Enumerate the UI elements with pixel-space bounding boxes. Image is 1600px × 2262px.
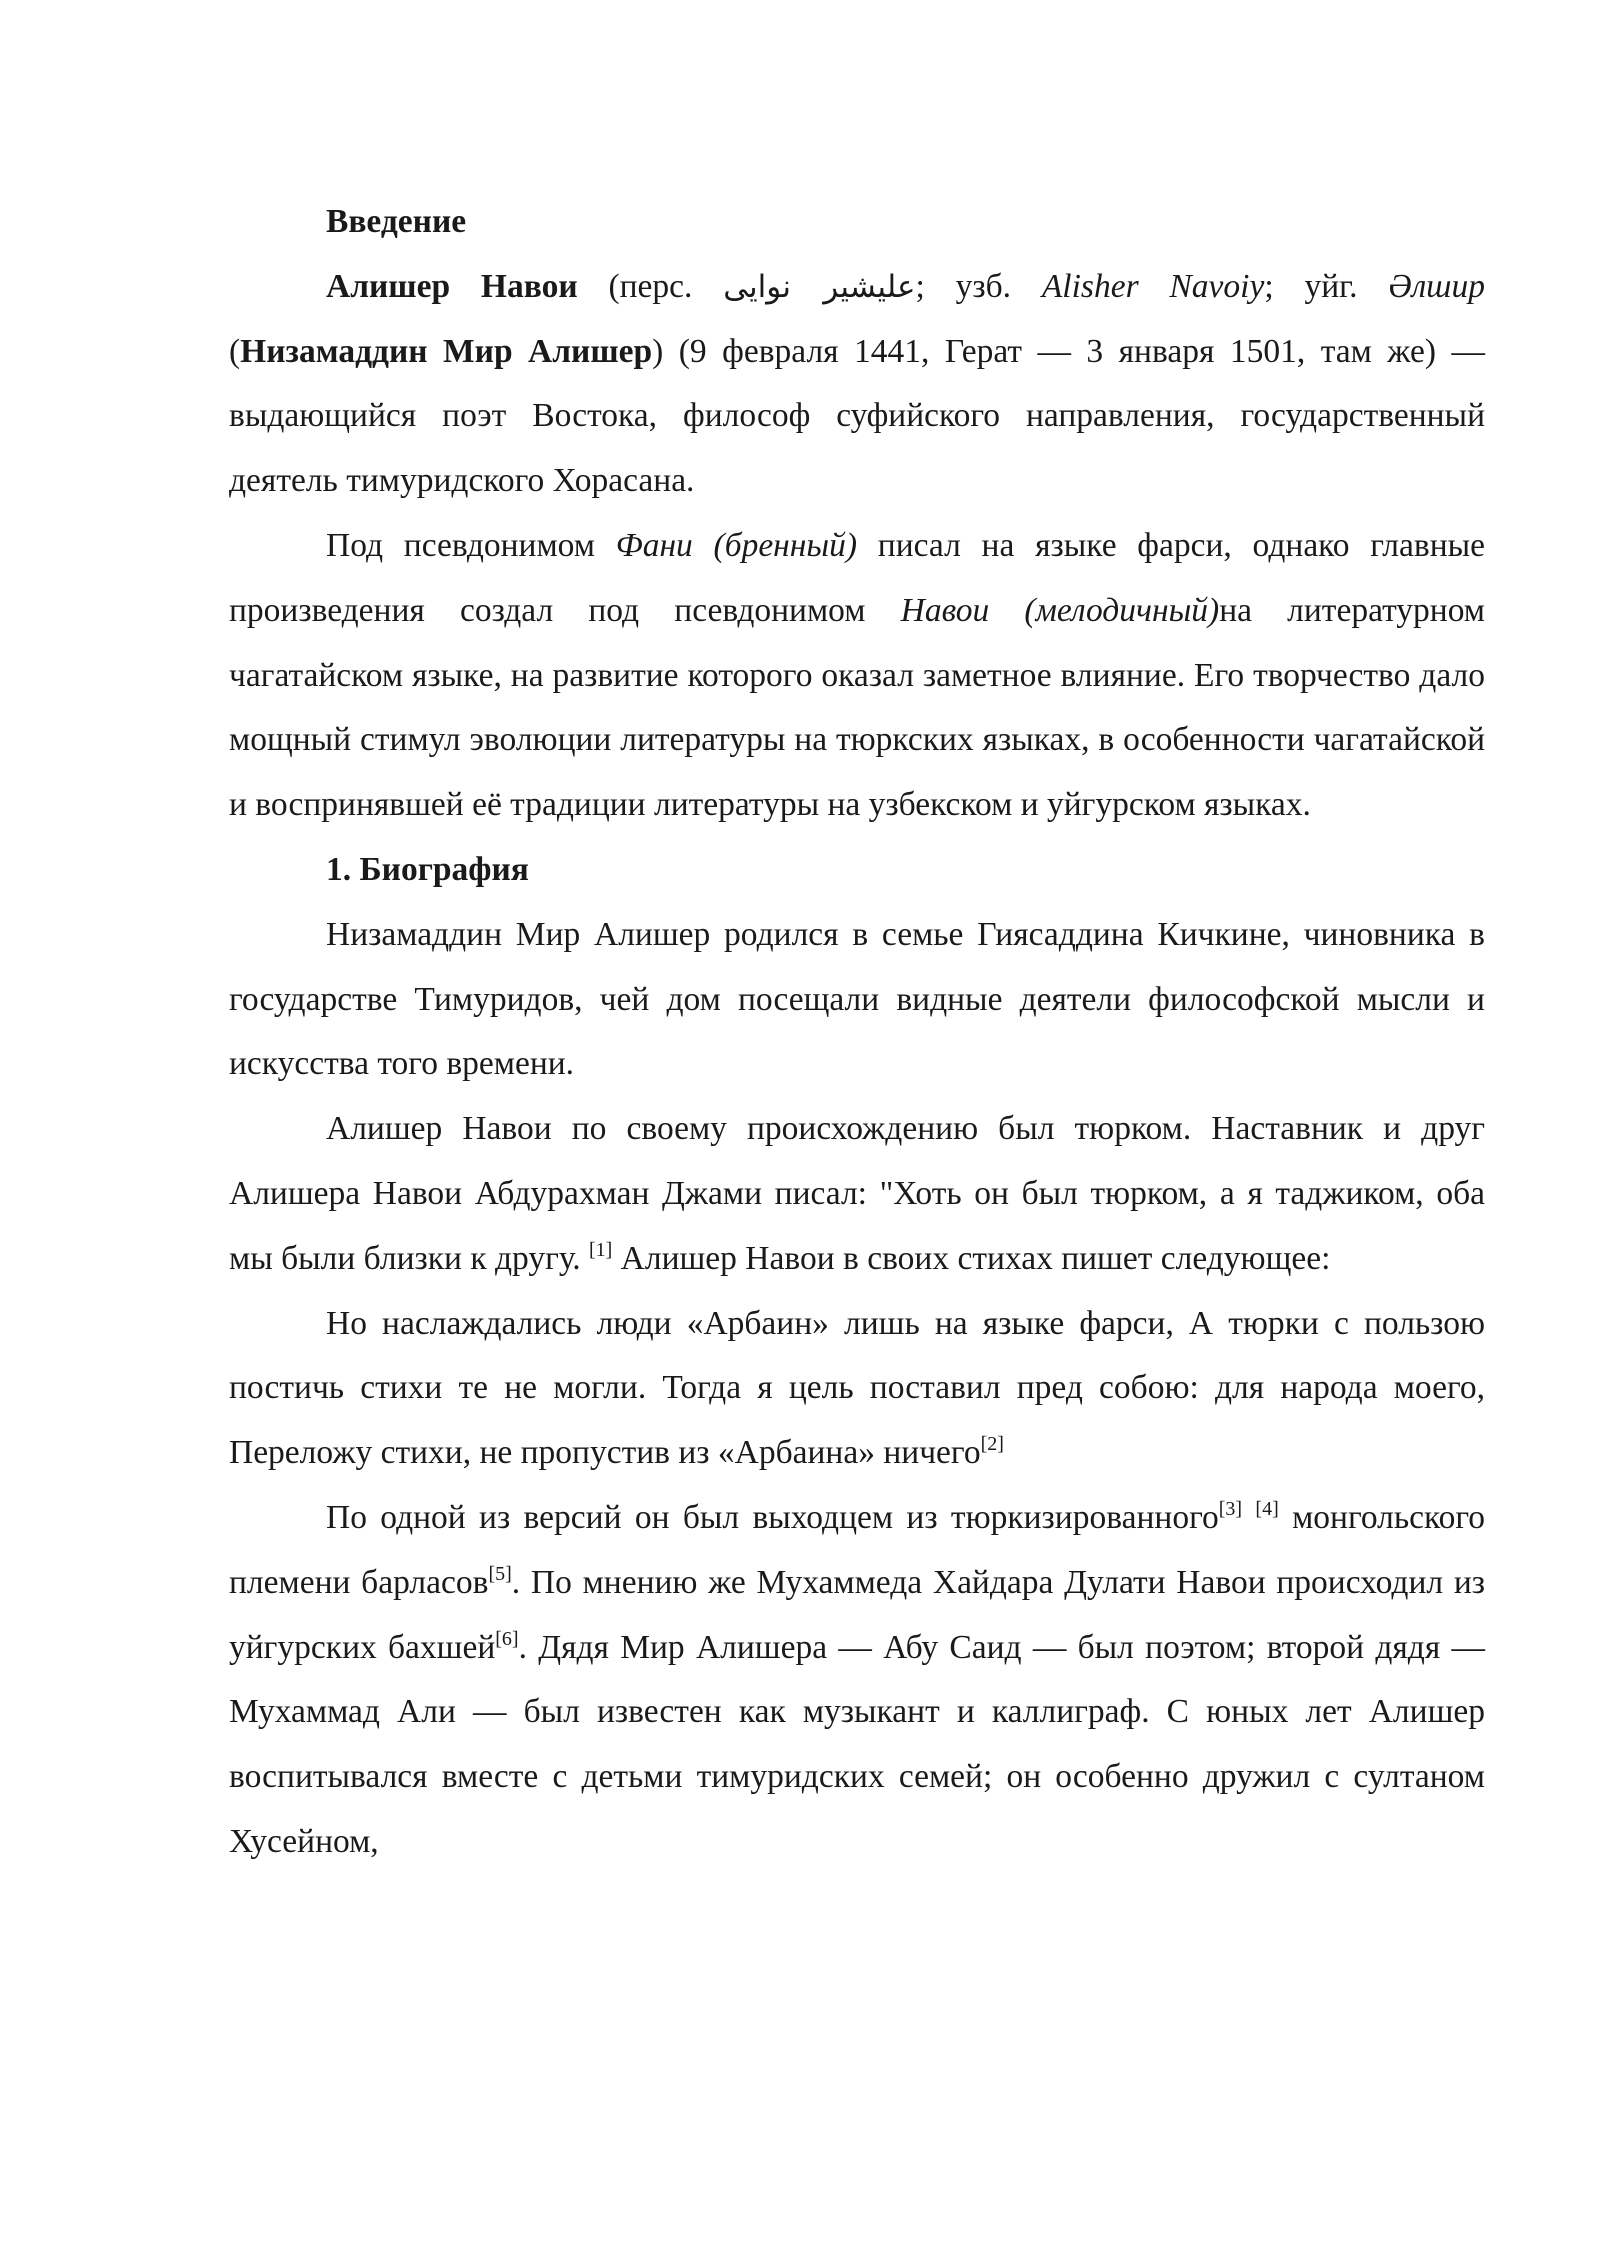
uyghur-name: Әлшир — [1388, 267, 1485, 305]
label-uzbek: ; узб. — [915, 267, 1042, 305]
heading-biography: 1. Биография — [326, 850, 529, 888]
footnote-ref-4[interactable]: [4] — [1255, 1497, 1279, 1520]
persian-name: علیشیر نوایی — [723, 268, 916, 305]
label-uyghur: ; уйг. — [1264, 267, 1389, 305]
name-bold: Алишер Навои — [326, 267, 578, 305]
document-body — [229, 190, 1485, 1875]
paragraph-bio-4 — [229, 1486, 1485, 1875]
paragraph-bio-3 — [229, 1292, 1485, 1486]
bio2-text-1: Алишер Навои по своему происхождению был тюрком. Наставник и друг Алишера Навои Абдурахман Джами писал: "Хоть он был тюрком, а я таджиком, оба мы были близки к другу. — [229, 1110, 1485, 1277]
pseudonyms-text-1: Под псевдонимом — [326, 526, 616, 564]
birth-name: Низамаддин Мир Алишер — [240, 332, 653, 370]
open-paren: ( — [229, 332, 241, 370]
paragraph-pseudonyms — [229, 514, 1485, 838]
uzbek-name: Alisher Navoiy — [1041, 267, 1265, 305]
pseudonyms-text-3: на литературном чагатайском языке, на развитие которого оказал заметное влияние. Его творчество дало мощный стимул эволюции литературы на тюркских языках, в особенности чагатайской и воспринявшей её традиции литературы на узбекском и уйгурском языках. — [229, 591, 1486, 824]
heading-introduction: Введение — [326, 203, 467, 240]
bio4-text-2: монгольского племени барласов — [229, 1498, 1486, 1601]
bio4-text-4: . Дядя Мир Алишера — Абу Саид — был поэтом; второй дядя — Мухаммад Али — был известен как музыкант и каллиграф. С юных лет Алишер воспитывался вместе с детьми тимуридских семей; он особенно дружил с султаном Хусейном, — [229, 1628, 1485, 1860]
footnote-ref-1[interactable]: [1] — [588, 1238, 613, 1261]
pseudonym-fani: Фани (бренный) — [615, 526, 858, 564]
footnote-ref-6[interactable]: [6] — [495, 1627, 519, 1650]
paragraph-intro — [229, 255, 1485, 514]
footnote-ref-2[interactable]: [2] — [980, 1433, 1004, 1456]
paragraph-bio-2 — [229, 1097, 1485, 1291]
bio3-text-1: Но наслаждались люди «Арбаин» лишь на языке фарси, А тюрки с пользою постичь стихи те не могли. Тогда я цель поставил пред собою: для народа моего, Переложу стихи, не пропустив из «Арбаина» ничего — [229, 1304, 1485, 1472]
pseudonyms-text-2: писал на языке фарси, однако главные произведения создал под псевдонимом — [229, 526, 1486, 629]
footnote-ref-5[interactable]: [5] — [488, 1562, 512, 1585]
bio4-text-1: По одной из версий он был выходцем из тюркизированного — [326, 1498, 1219, 1536]
label-persian: (перс. — [577, 267, 724, 305]
paragraph-bio-1: Низамаддин Мир Алишер родился в семье Гиясаддина Кичкине, чиновника в государстве Тимуридов, чей дом посещали видные деятели философской мысли и искусства того времени. — [229, 915, 1485, 1083]
pseudonym-navoi: Навои (мелодичный) — [900, 591, 1220, 629]
intro-rest: ) (9 февраля 1441, Герат — 3 января 1501, там же) — выдающийся поэт Востока, философ суфийского направления, государственный деятель тимуридского Хорасана. — [229, 332, 1486, 500]
footnote-ref-3[interactable]: [3] — [1218, 1497, 1243, 1520]
bio2-text-2: Алишер Навои в своих стихах пишет следующее: — [612, 1239, 1331, 1277]
bio4-text-3: . По мнению же Мухаммеда Хайдара Дулати Навои происходил из уйгурских бахшей — [229, 1563, 1486, 1666]
